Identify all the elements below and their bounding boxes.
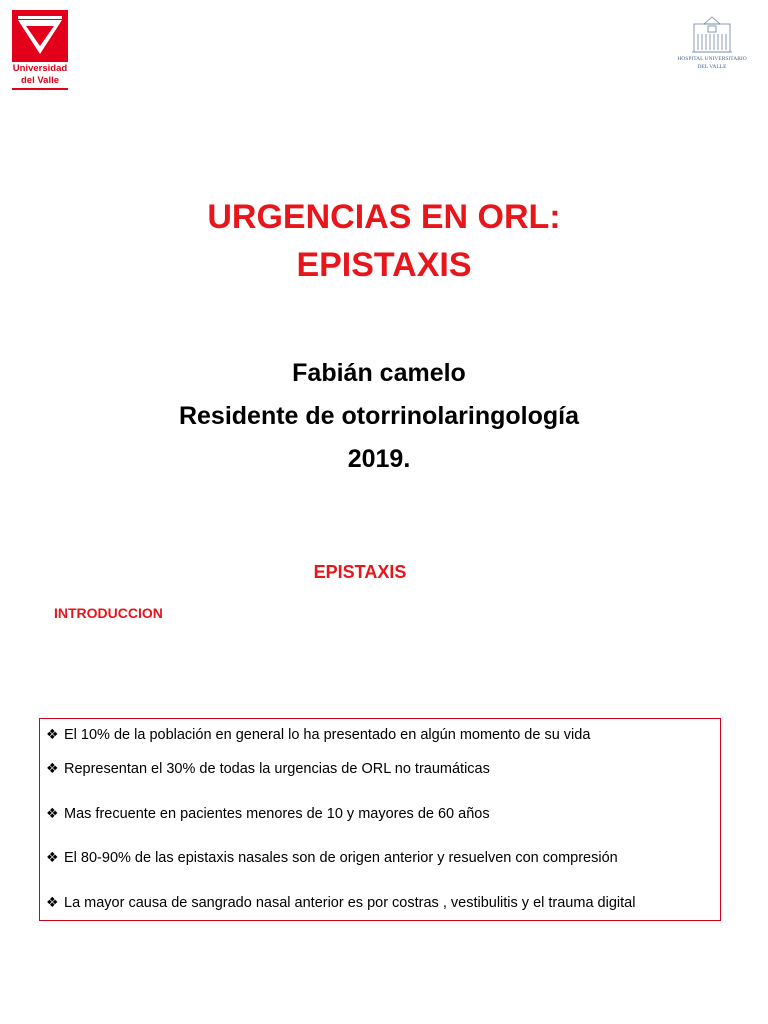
bullet-text: El 80-90% de las epistaxis nasales son de origen anterior y resuelven con compresión <box>64 850 618 867</box>
section-title: EPISTAXIS <box>313 562 407 582</box>
bullet-text: El 10% de la población en general lo ha presentado en algún momento de su vida <box>64 727 591 743</box>
diamond-bullet-icon: ❖ <box>46 850 59 867</box>
title-line2: EPISTAXIS <box>296 246 472 284</box>
title-line1: URGENCIAS EN ORL: <box>207 198 561 236</box>
hospital-universitario-logo <box>676 14 748 70</box>
author-role: Residente de otorrinolaringología <box>178 402 580 430</box>
univalle-emblem-icon <box>12 10 68 62</box>
author-name: Fabián camelo <box>292 359 466 387</box>
diamond-bullet-icon: ❖ <box>46 761 59 778</box>
bullet-text: La mayor causa de sangrado nasal anterior es por costras , vestibulitis y el trauma digital <box>64 894 636 911</box>
bullet-list-box <box>39 718 721 921</box>
univalle-name-line1: Universidad <box>12 63 68 74</box>
slide-title <box>0 193 768 289</box>
diamond-bullet-icon: ❖ <box>46 805 59 822</box>
diamond-bullet-icon: ❖ <box>46 727 59 743</box>
logo-underline <box>12 88 68 90</box>
bullet-text: Representan el 30% de todas la urgencias de ORL no traumáticas <box>64 761 490 778</box>
hospital-name-line2: DEL VALLE <box>697 64 727 70</box>
list-item <box>46 792 720 837</box>
hospital-building-icon <box>690 14 734 54</box>
author-year: 2019. <box>347 445 411 473</box>
bullet-text: Mas frecuente en pacientes menores de 10 y mayores de 60 años <box>64 805 490 822</box>
list-item <box>46 723 720 747</box>
subsection-title: INTRODUCCION <box>54 605 163 621</box>
list-item <box>46 836 720 881</box>
list-item <box>46 881 720 926</box>
diamond-bullet-icon: ❖ <box>46 894 59 911</box>
list-item <box>46 747 720 792</box>
universidad-del-valle-logo <box>12 10 68 90</box>
univalle-name-line2: del Valle <box>20 75 60 86</box>
hospital-name-line1: HOSPITAL UNIVERSITARIO <box>677 56 747 62</box>
author-block <box>0 352 758 481</box>
